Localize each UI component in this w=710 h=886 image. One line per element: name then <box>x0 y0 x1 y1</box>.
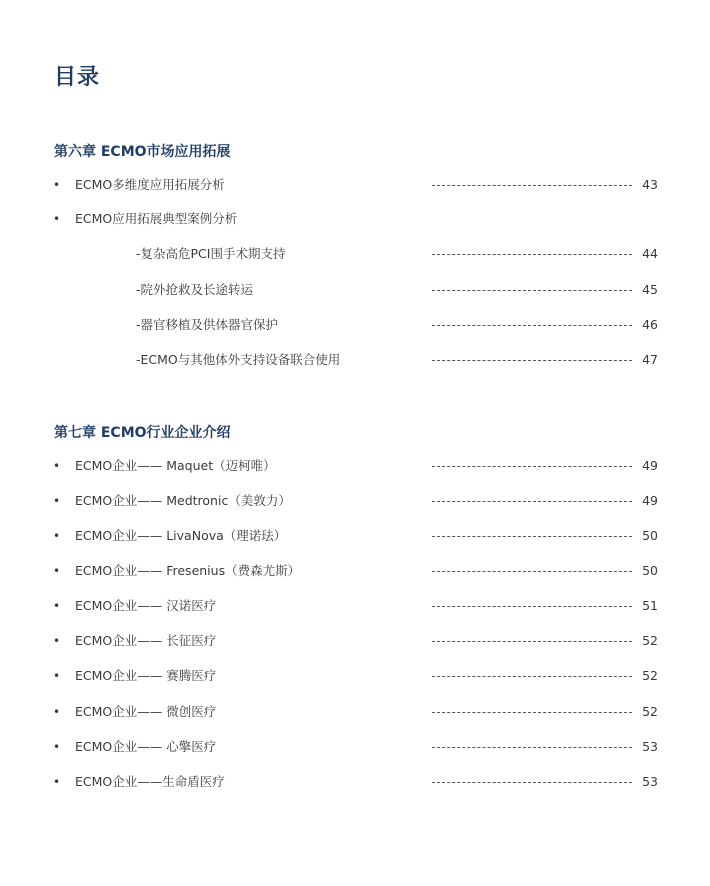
bullet: • <box>53 775 61 789</box>
toc-entry-label: ECMO企业—— Maquet（迈柯唯） <box>75 458 276 473</box>
chapter-heading: 第六章 ECMO市场应用拓展 <box>54 144 231 160</box>
bullet: • <box>53 529 61 543</box>
dot-leader <box>432 571 632 572</box>
toc-page-number: 53 <box>642 774 658 789</box>
toc-entry[interactable] <box>0 631 710 651</box>
bullet: • <box>53 599 61 613</box>
toc-entry-label: ECMO企业—— LivaNova（理诺珐） <box>75 528 287 543</box>
toc-entry-label: ECMO企业—— 微创医疗 <box>75 704 217 719</box>
toc-page-number: 45 <box>642 282 658 297</box>
bullet: • <box>53 494 61 508</box>
toc-page-number: 43 <box>642 177 658 192</box>
toc-entry[interactable] <box>0 702 710 722</box>
toc-entry-label: ECMO企业—— 心擎医疗 <box>75 739 217 754</box>
dot-leader <box>432 501 632 502</box>
toc-page-number: 50 <box>642 563 658 578</box>
dot-leader <box>432 747 632 748</box>
toc-entry-label: -器官移植及供体器官保护 <box>136 317 279 332</box>
toc-entry[interactable] <box>0 596 710 616</box>
toc-subentry[interactable] <box>0 244 710 264</box>
toc-page-number: 46 <box>642 317 658 332</box>
toc-entry[interactable] <box>0 526 710 546</box>
toc-entry-label: ECMO企业—— Fresenius（费森尤斯） <box>75 563 301 578</box>
bullet: • <box>53 212 61 226</box>
toc-entry-label: -ECMO与其他体外支持设备联合使用 <box>136 352 341 367</box>
toc-page-number: 49 <box>642 493 658 508</box>
toc-entry[interactable] <box>0 737 710 757</box>
toc-entry[interactable] <box>0 772 710 792</box>
toc-page-number: 50 <box>642 528 658 543</box>
bullet: • <box>53 669 61 683</box>
toc-entry[interactable] <box>0 561 710 581</box>
toc-entry-label: ECMO企业——生命盾医疗 <box>75 774 225 789</box>
dot-leader <box>432 641 632 642</box>
toc-page-number: 44 <box>642 246 658 261</box>
toc-entry[interactable] <box>0 209 710 229</box>
toc-entry-label: ECMO多维度应用拓展分析 <box>75 177 225 192</box>
bullet: • <box>53 740 61 754</box>
dot-leader <box>432 254 632 255</box>
toc-page-number: 52 <box>642 668 658 683</box>
dot-leader <box>432 325 632 326</box>
toc-entry-label: ECMO企业—— 长征医疗 <box>75 633 217 648</box>
toc-subentry[interactable] <box>0 280 710 300</box>
toc-page-number: 53 <box>642 739 658 754</box>
toc-page-number: 52 <box>642 633 658 648</box>
toc-entry-label: -院外抢救及长途转运 <box>136 282 254 297</box>
bullet: • <box>53 564 61 578</box>
dot-leader <box>432 360 632 361</box>
toc-entry-label: ECMO企业—— Medtronic（美敦力） <box>75 493 291 508</box>
dot-leader <box>432 466 632 467</box>
dot-leader <box>432 782 632 783</box>
dot-leader <box>432 606 632 607</box>
toc-page-number: 52 <box>642 704 658 719</box>
toc-entry[interactable] <box>0 456 710 476</box>
toc-entry[interactable] <box>0 666 710 686</box>
toc-entry[interactable] <box>0 491 710 511</box>
toc-page-number: 47 <box>642 352 658 367</box>
dot-leader <box>432 676 632 677</box>
toc-subentry[interactable] <box>0 315 710 335</box>
toc-entry-label: ECMO应用拓展典型案例分析 <box>75 211 238 226</box>
page-title: 目录 <box>54 65 101 90</box>
chapter-heading: 第七章 ECMO行业企业介绍 <box>54 425 231 441</box>
toc-entry-label: ECMO企业—— 汉诺医疗 <box>75 598 217 613</box>
bullet: • <box>53 459 61 473</box>
dot-leader <box>432 185 632 186</box>
dot-leader <box>432 290 632 291</box>
toc-entry-label: -复杂高危PCI围手术期支持 <box>136 246 286 261</box>
toc-page-number: 49 <box>642 458 658 473</box>
toc-entry[interactable] <box>0 175 710 195</box>
dot-leader <box>432 536 632 537</box>
bullet: • <box>53 705 61 719</box>
toc-entry-label: ECMO企业—— 赛腾医疗 <box>75 668 217 683</box>
bullet: • <box>53 634 61 648</box>
toc-subentry[interactable] <box>0 350 710 370</box>
bullet: • <box>53 178 61 192</box>
toc-page-number: 51 <box>642 598 658 613</box>
dot-leader <box>432 712 632 713</box>
